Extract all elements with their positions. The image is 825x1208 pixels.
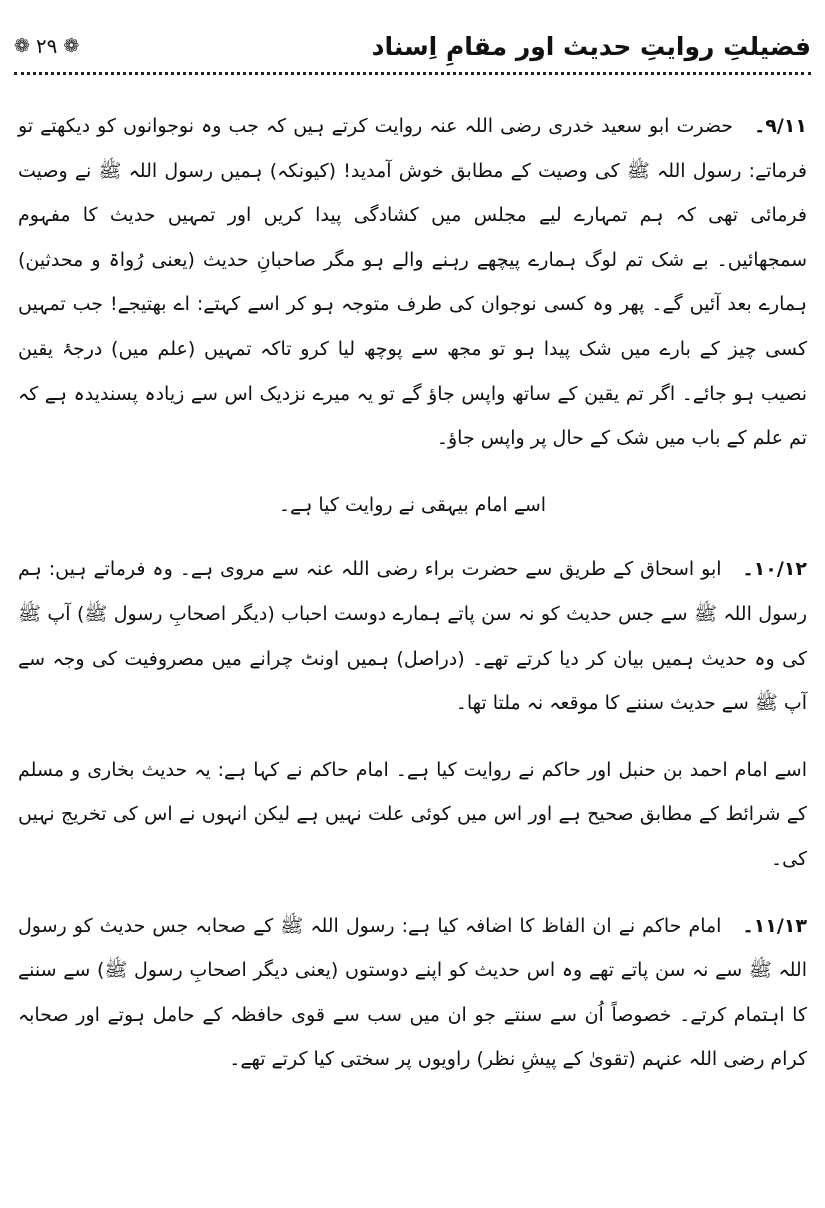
flower-ornament-icon: ❁ — [14, 35, 30, 57]
paragraph-text: ابو اسحاق کے طریق سے حضرت براء رضی اللہ عنہ سے مروی ہے۔ وہ فرماتے ہیں: ہم رسول اللہ ﷺ سے جس حدیث کو نہ سن پاتے ہمارے دوست احباب (دیگر اصحابِ رسول ﷺ) آپ ﷺ کی وہ حدیث ہمیں بیان کر دیا کرتے تھے۔ (دراصل) ہمیں اونٹ چرانے میں مصروفیت کی وجہ سے آپ ﷺ سے حدیث سننے کا موقعہ نہ ملتا تھا۔ — [18, 558, 807, 715]
paragraph — [18, 904, 807, 1082]
hadith-number: ۱۰/۱۲۔ — [742, 558, 807, 581]
paragraph-text: امام حاکم نے ان الفاظ کا اضافہ کیا ہے: رسول اللہ ﷺ کے صحابہ جس حدیث کو رسول اللہ ﷺ سے نہ سن پاتے تھے وہ اس حدیث کو اپنے دوستوں (یعنی دیگر اصحابِ رسول ﷺ) سے سننے کا اہتمام کرتے۔ خصوصاً اُن سے سنتے جو ان میں سب سے قوی حافظہ کے حامل ہوتے اور صحابہ کرام رضی اللہ عنہم (تقویٰ کے پیشِ نظر) راویوں پر سختی کیا کرتے تھے۔ — [18, 914, 807, 1071]
running-title: فضیلتِ روایتِ حدیث اور مقامِ اِسناد — [371, 31, 811, 61]
page-header — [14, 26, 811, 66]
paragraph-text: حضرت ابو سعید خدری رضی اللہ عنہ روایت کرتے ہیں کہ جب وہ نوجوانوں کو دیکھتے تو فرماتے: رسول اللہ ﷺ کی وصیت کے مطابق خوش آمدید! (کیونکہ) ہمیں رسول اللہ ﷺ نے وصیت فرمائی تھی کہ ہم تمہارے لیے مجلس میں کشادگی پیدا کریں اور تمہیں حدیث کا مفہوم سمجھائیں۔ بے شک تم لوگ ہمارے پیچھے رہنے والے ہو مگر صاحبانِ حدیث (یعنی رُواۃ و محدثین) ہمارے بعد آئیں گے۔ پھر وہ کسی نوجوان کی طرف متوجہ ہو کر اسے کہتے: اے بھتیجے! جب تمہیں کسی چیز کے بارے میں شک پیدا ہو تو مجھ سے پوچھ لیا کرو تاکہ تمہیں (علم میں) درجۂ یقین نصیب ہو جائے۔ اگر تم یقین کے ساتھ واپس جاؤ گے تو یہ میرے نزدیک اس سے زیادہ پسندیدہ ہے کہ تم علم کے باب میں شک کے حال پر واپس جاؤ۔ — [18, 115, 807, 450]
text-body — [18, 104, 807, 1104]
paragraph-text: اسے امام بیہقی نے روایت کیا ہے۔ — [278, 493, 547, 516]
page-number: ۲۹ — [35, 34, 58, 58]
flower-ornament-icon: ❁ — [63, 35, 80, 57]
hadith-number: ۹/۱۱۔ — [754, 115, 807, 137]
paragraph — [18, 748, 807, 882]
paragraph — [18, 104, 807, 461]
hadith-number: ۱۱/۱۳۔ — [742, 914, 807, 937]
paragraph-text: اسے امام احمد بن حنبل اور حاکم نے روایت کیا ہے۔ امام حاکم نے کہا ہے: یہ حدیث بخاری و مسلم کے شرائط کے مطابق صحیح ہے اور اس میں کوئی علت نہیں ہے لیکن انہوں نے اس کی تخریج نہیں کی۔ — [18, 758, 807, 870]
page-number-box — [14, 34, 79, 58]
paragraph — [18, 483, 807, 528]
paragraph — [18, 547, 807, 725]
header-divider — [14, 72, 811, 75]
